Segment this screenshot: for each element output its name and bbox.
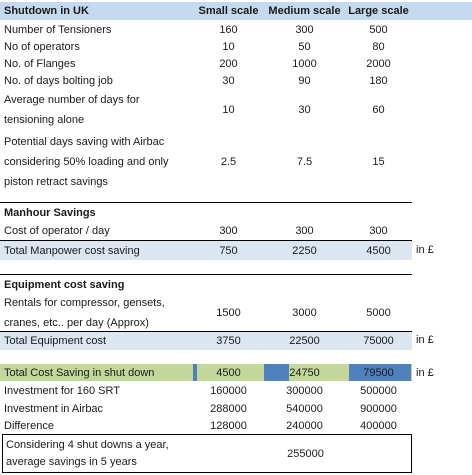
row-label: Total Equipment cost — [4, 335, 107, 347]
cell-large: 60 — [372, 104, 385, 116]
cell-medium: 540000 — [286, 403, 323, 415]
table-row — [0, 132, 472, 192]
table-row — [0, 72, 472, 90]
row-label: No. of days bolting job — [4, 75, 113, 87]
cell-large: 79500 — [363, 366, 394, 379]
table-row — [0, 382, 472, 400]
table-row — [0, 222, 472, 240]
cell-small: 288000 — [210, 403, 247, 415]
cell-small: 2.5 — [220, 156, 237, 168]
row-label: Rentals for compressor, gensets, cranes, etc.. per day (Approx) — [4, 297, 165, 329]
cell-medium: 22500 — [289, 335, 320, 347]
cell-large: 500000 — [360, 385, 397, 397]
row-label: Investment for 160 SRT — [4, 385, 120, 397]
cell-medium: 240000 — [286, 420, 323, 432]
cell-small: 10 — [222, 41, 235, 53]
cell-medium: 30 — [298, 104, 311, 116]
cell-medium: 300000 — [286, 385, 323, 397]
cell-medium: 50 — [298, 41, 311, 53]
table-row — [0, 400, 472, 418]
row-label: Potential days saving with Airbac considering 50% loading and only piston retract savings — [4, 136, 169, 188]
cell-small: 300 — [219, 225, 238, 237]
cell-small: 10 — [222, 104, 235, 116]
shutdown-title: Shutdown in UK — [4, 5, 89, 17]
column-header-small: Small scale — [198, 5, 259, 17]
cell-large: 400000 — [360, 420, 397, 432]
cell-large: 900000 — [360, 403, 397, 415]
cell-medium: 3000 — [292, 307, 317, 319]
cell-small: 3750 — [216, 335, 241, 347]
unit-row — [0, 331, 472, 349]
cell-large: 15 — [372, 156, 385, 168]
cell-small: 200 — [219, 58, 238, 70]
row-label: No. of Flanges — [4, 58, 76, 70]
cell-medium: 1000 — [292, 58, 317, 70]
cell-small: 4500 — [216, 366, 241, 379]
row-label: Investment in Airbac — [4, 403, 104, 415]
row-label: Number of Tensioners — [4, 24, 112, 36]
manhour-title: Manhour Savings — [4, 207, 96, 219]
cell-large: 75000 — [363, 335, 394, 347]
row-label: Total Manpower cost saving — [4, 244, 140, 257]
cell-large: 2000 — [366, 58, 391, 70]
cell-large: 500 — [369, 24, 388, 36]
cell-small: 1500 — [216, 307, 241, 319]
column-header-medium: Medium scale — [268, 5, 341, 17]
section-header-row — [0, 274, 412, 295]
cell-small: 160 — [219, 24, 238, 36]
cell-small: 160000 — [210, 385, 247, 397]
unit-row — [0, 364, 472, 381]
cell-large: 300 — [369, 225, 388, 237]
cell-medium: 300 — [295, 225, 314, 237]
table-row — [0, 38, 472, 56]
cell-small: 30 — [222, 75, 235, 87]
five-year-savings-box — [2, 434, 412, 473]
header-row — [0, 2, 472, 20]
five-year-label: Considering 4 shut downs a year, average savings in 5 years — [6, 438, 169, 468]
row-label: Cost of operator / day — [4, 225, 110, 237]
cell-large: 80 — [372, 41, 385, 53]
row-label: Average number of days for tensioning alone — [4, 94, 140, 126]
equipment-title: Equipment cost saving — [4, 279, 125, 291]
unit-label: in £ — [416, 334, 434, 346]
cell-medium: 24750 — [289, 366, 320, 379]
cell-large: 5000 — [366, 307, 391, 319]
unit-label: in £ — [416, 243, 434, 256]
column-header-large: Large scale — [348, 5, 409, 17]
section-header-row — [0, 202, 412, 223]
row-label: Difference — [4, 420, 54, 432]
table-row — [0, 294, 472, 332]
cell-small: 128000 — [210, 420, 247, 432]
table-row — [0, 417, 472, 435]
five-year-value: 255000 — [287, 447, 324, 460]
row-label: Total Cost Saving in shut down — [4, 366, 155, 379]
cell-medium: 300 — [295, 24, 314, 36]
row-label: No of operators — [4, 41, 80, 53]
cell-medium: 7.5 — [296, 156, 313, 168]
cell-medium: 90 — [298, 75, 311, 87]
cell-small: 750 — [219, 244, 238, 257]
cell-large: 4500 — [366, 244, 391, 257]
cell-large: 180 — [369, 75, 388, 87]
unit-row — [0, 240, 472, 259]
table-row — [0, 90, 472, 130]
table-row — [0, 21, 472, 39]
table-row — [0, 55, 472, 73]
cell-medium: 2250 — [292, 244, 317, 257]
unit-label: in £ — [416, 366, 434, 379]
